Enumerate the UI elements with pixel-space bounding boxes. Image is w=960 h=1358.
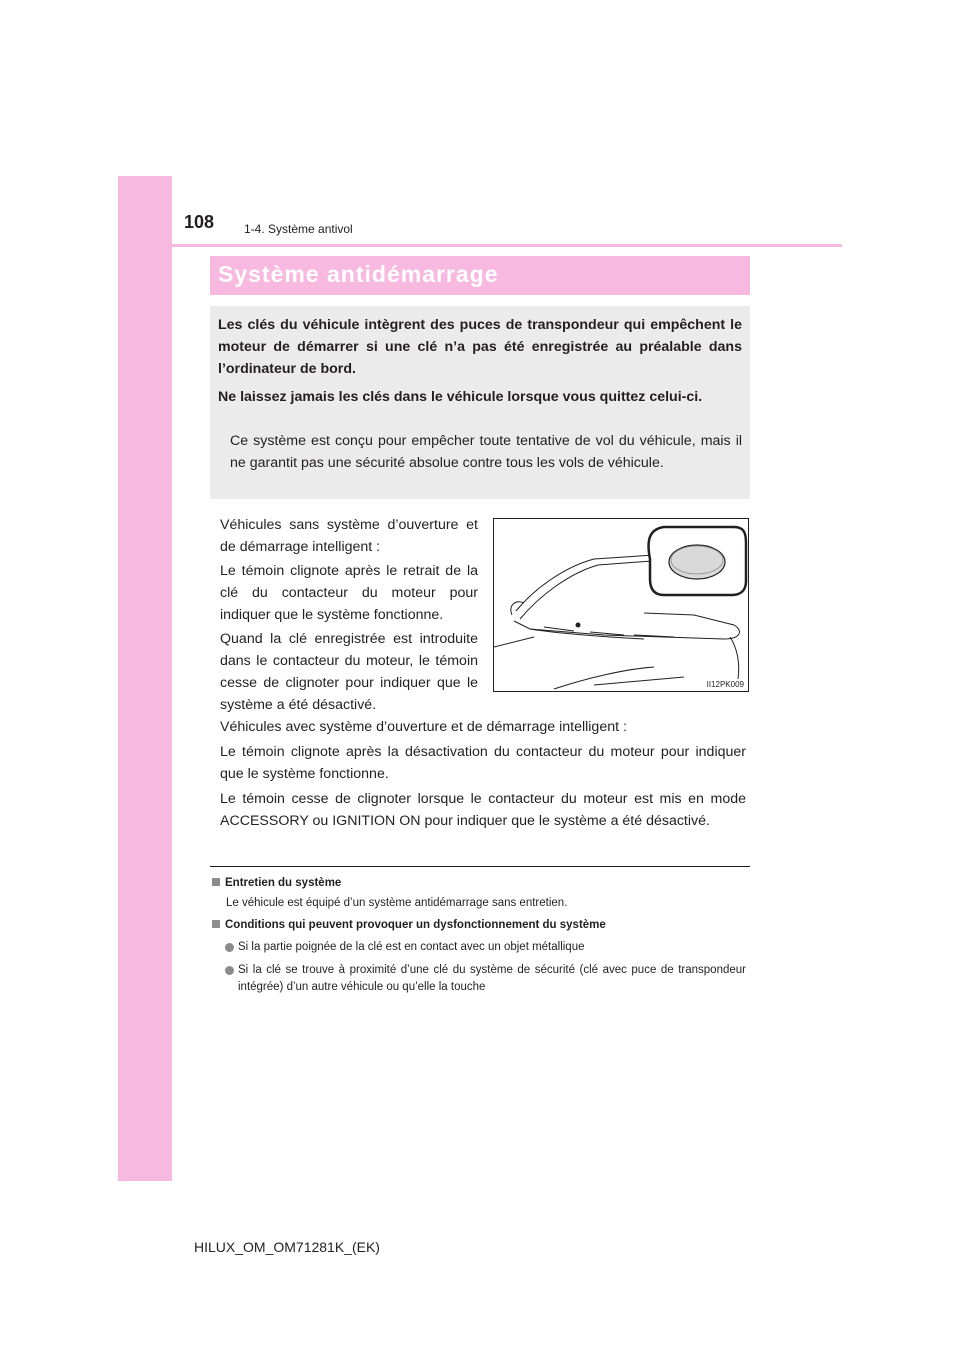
body-paragraph-2: Le témoin clignote après le retrait de la clé du contacteur du moteur pour indiquer que le système fonctionne. xyxy=(220,563,478,623)
header-rule xyxy=(172,244,842,247)
body-paragraph-5: Le témoin clignote après la désactivation du contacteur du moteur pour indiquer que le système fonctionne. xyxy=(220,744,746,782)
page-title: Système antidémarrage xyxy=(218,261,499,287)
info-box xyxy=(210,306,750,499)
square-bullet-icon xyxy=(212,920,220,928)
body-paragraph-4: Véhicules avec système d’ouverture et de démarrage intelligent : xyxy=(220,719,627,735)
dashboard-drawing xyxy=(494,519,748,691)
notes-divider xyxy=(210,866,750,867)
body-paragraph-1: Véhicules sans système d’ouverture et de démarrage intelligent : xyxy=(220,517,478,555)
note-heading-1: Entretien du système xyxy=(212,877,341,889)
dashboard-illustration xyxy=(493,518,749,692)
figure-label: II12PK009 xyxy=(706,680,744,689)
section-heading: 1-4. Système antivol xyxy=(244,222,353,236)
footer-code: HILUX_OM_OM71281K_(EK) xyxy=(194,1239,380,1255)
info-paragraph-3: Ce système est conçu pour empêcher toute tentative de vol du véhicule, mais il ne garantit pas une sécurité absolue contre tous les vols de véhicule. xyxy=(230,433,742,471)
round-bullet-icon xyxy=(225,966,234,975)
square-bullet-icon xyxy=(212,878,220,886)
body-paragraph-3: Quand la clé enregistrée est introduite dans le contacteur du moteur, le témoin cesse de clignoter pour indiquer que le système a été désactivé. xyxy=(220,631,478,713)
page-number: 108 xyxy=(184,212,215,232)
note-heading-2: Conditions qui peuvent provoquer un dysfonctionnement du système xyxy=(212,919,606,931)
body-paragraph-6: Le témoin cesse de clignoter lorsque le contacteur du moteur est mis en mode ACCESSORY ou IGNITION ON pour indiquer que le système a été désactivé. xyxy=(220,791,746,829)
title-bar xyxy=(210,256,750,295)
info-paragraph-1: Les clés du véhicule intègrent des puces de transpondeur qui empêchent le moteur de démarrer si une clé n’a pas été enregistrée au préalable dans l’ordinateur de bord. xyxy=(218,317,742,377)
note-text-1: Le véhicule est équipé d’un système antidémarrage sans entretien. xyxy=(226,897,568,909)
info-paragraph-2: Ne laissez jamais les clés dans le véhicule lorsque vous quittez celui-ci. xyxy=(218,389,703,405)
page-side-tab xyxy=(118,176,172,1181)
note-bullet-2: Si la clé se trouve à proximité d’une clé du système de sécurité (clé avec puce de transpondeur intégrée) d’un autre véhicule ou qu’elle la touche xyxy=(238,964,746,993)
note-bullet-1: Si la partie poignée de la clé est en contact avec un objet métallique xyxy=(238,941,585,953)
round-bullet-icon xyxy=(225,943,234,952)
